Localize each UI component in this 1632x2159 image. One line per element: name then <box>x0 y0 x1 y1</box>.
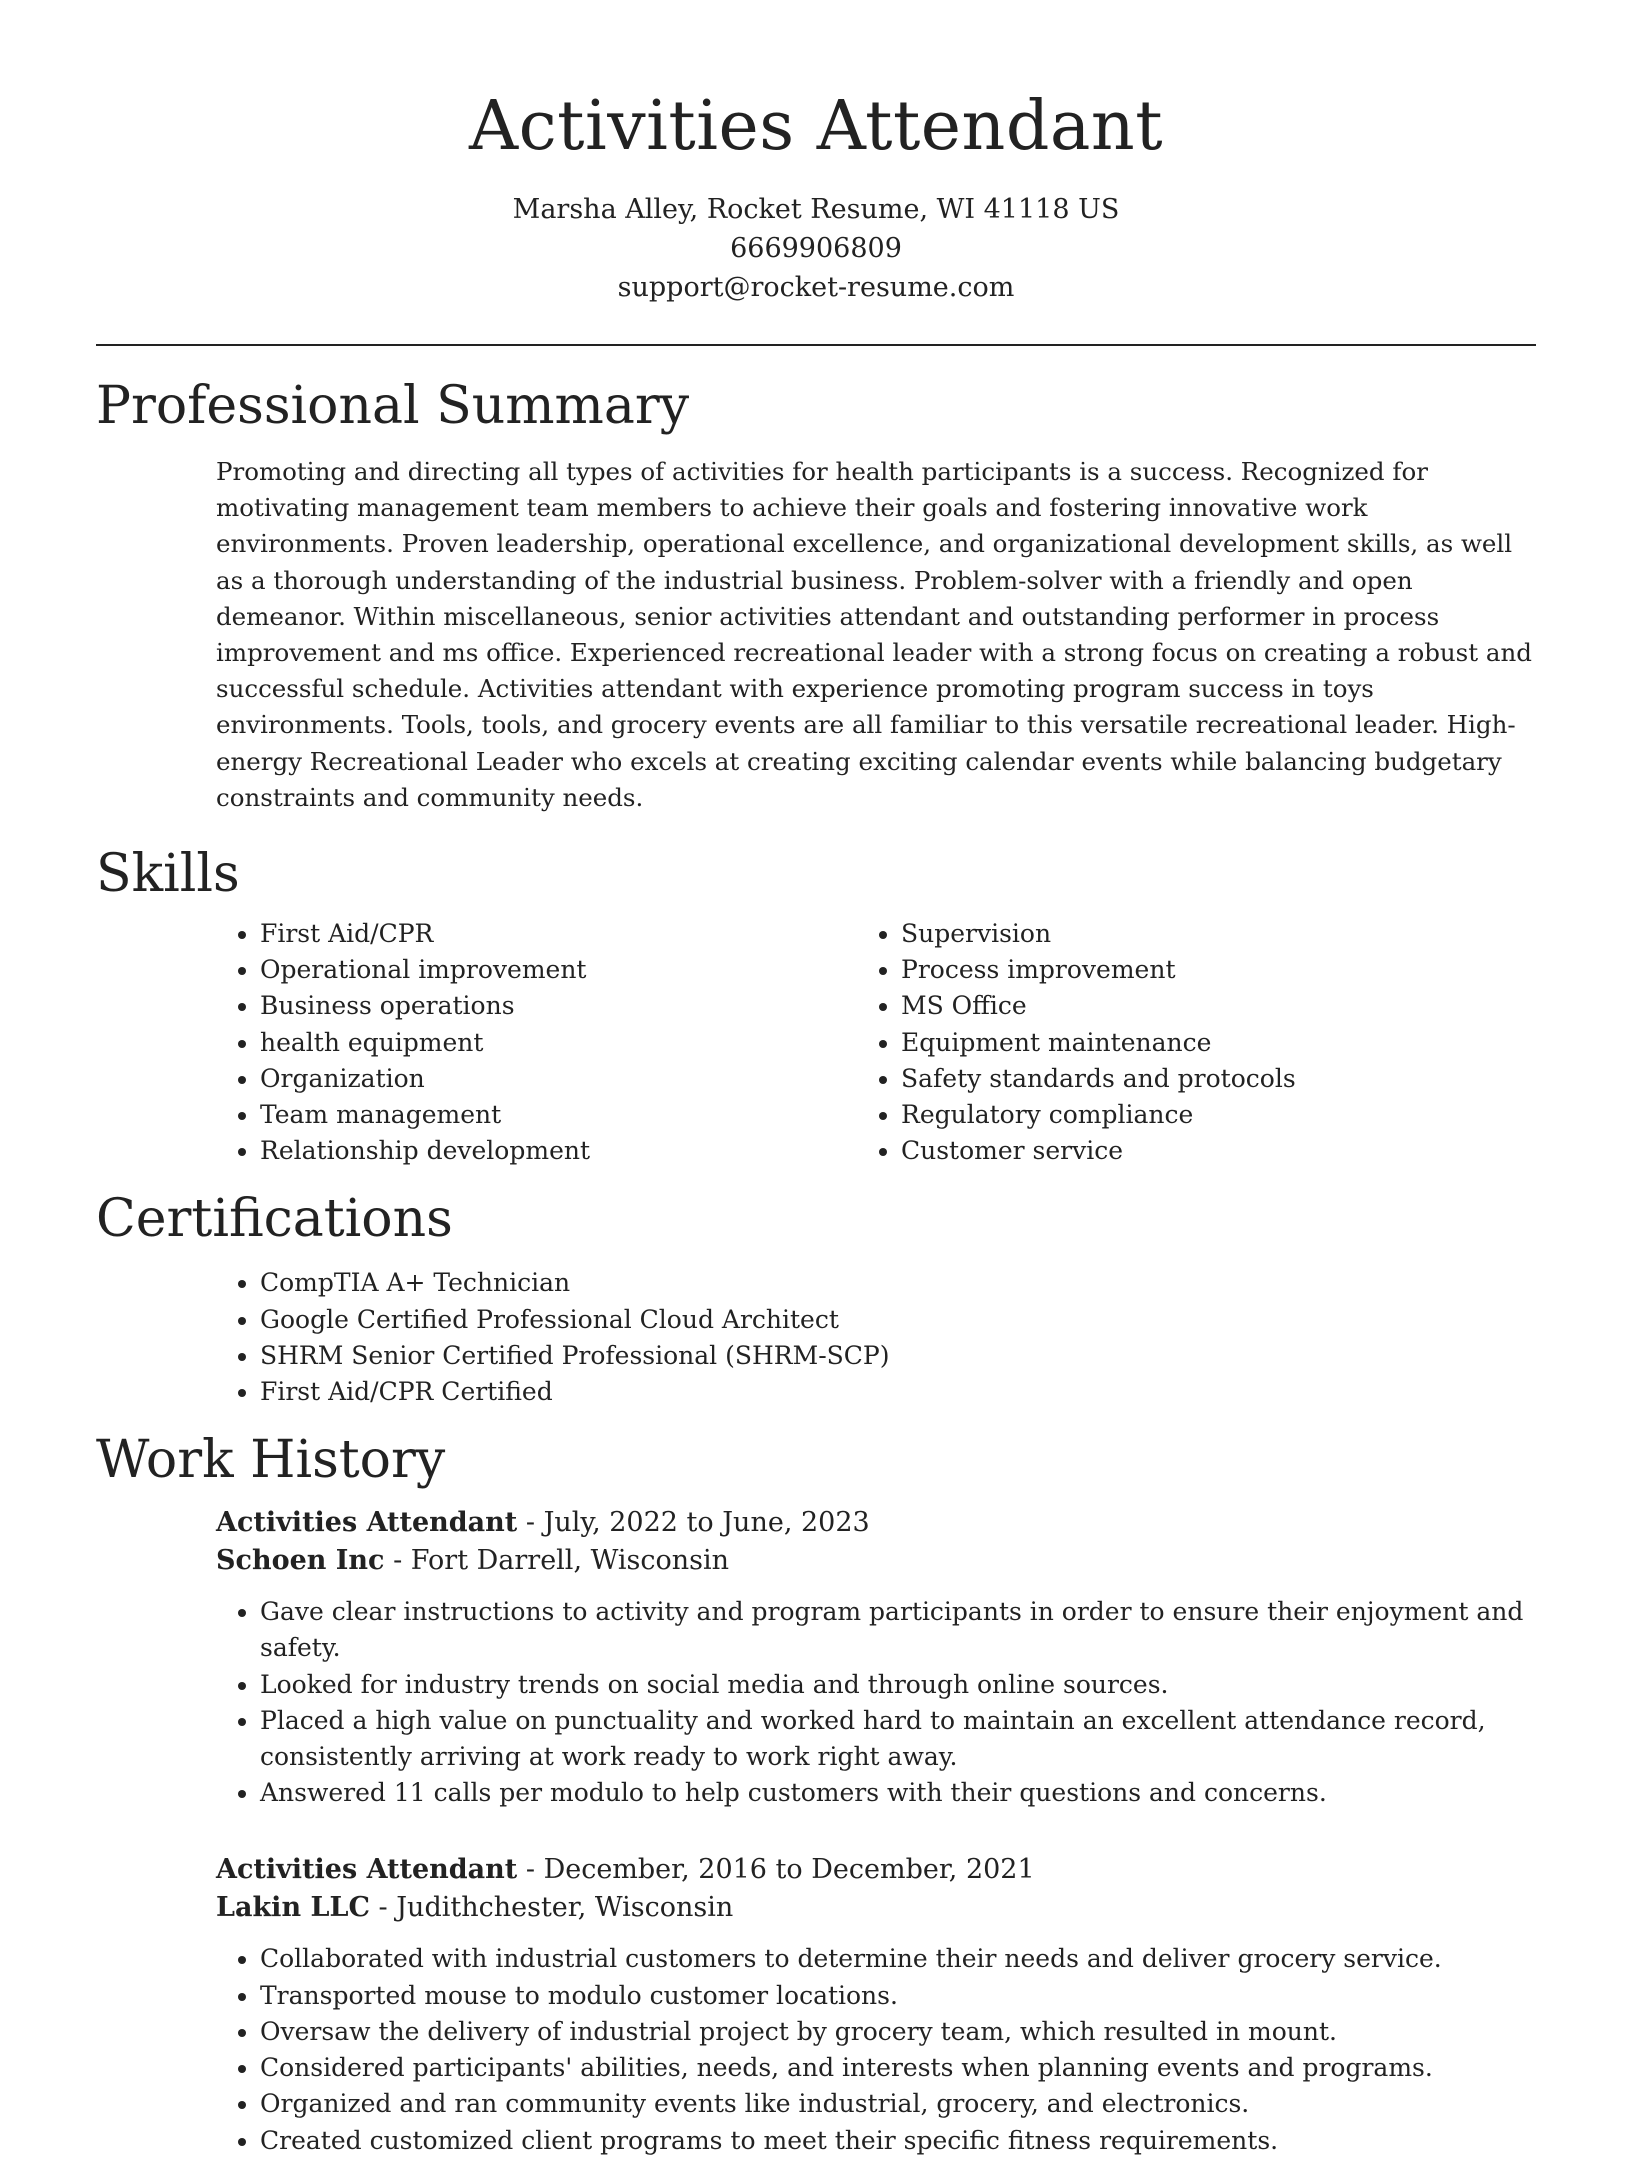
job-bullet: • Created customized client programs to meet their specific fitness requirements. <box>260 2123 1536 2159</box>
job-company-line <box>216 1542 1536 1580</box>
certification-item: • CompTIA A+ Technician <box>260 1265 1536 1301</box>
job-bullet: • Organized and ran community events like industrial, grocery, and electronics. <box>260 2086 1536 2122</box>
job-entry <box>216 1504 1536 1811</box>
skill-item: • Team management <box>260 1097 898 1133</box>
contact-address: Marsha Alley, Rocket Resume, WI 41118 US <box>512 194 1120 225</box>
certifications-list <box>96 1265 1536 1410</box>
summary-text: Promoting and directing all types of activities for health participants is a success. Recognized for motivating management team members to achieve their goals and fostering innovative work environments. Proven leadership, operational excellence, and organizational development skills, as well as a thorough understanding of the industrial business. Problem-solver with a friendly and open demeanor. Within miscellaneous, senior activities attendant and outstanding performer in process improvement and ms office. Experienced recreational leader with a strong focus on creating a robust and successful schedule. Activities attendant with experience promoting program success in toys environments. Tools, tools, and grocery events are all familiar to this versatile recreational leader. High-energy Recreational Leader who excels at creating exciting calendar events while balancing budgetary constraints and community needs. <box>216 457 1532 812</box>
job-title: Activities Attendant <box>216 1507 518 1539</box>
resume-name: Activities Attendant <box>468 87 1164 166</box>
skill-item: • Relationship development <box>260 1133 898 1169</box>
skill-item: • First Aid/CPR <box>260 916 898 952</box>
job-title: Activities Attendant <box>216 1854 518 1886</box>
skills-list <box>96 916 1536 1169</box>
skill-item: • MS Office <box>901 988 1539 1024</box>
job-bullet: • Transported mouse to modulo customer locations. <box>260 1978 1536 2014</box>
skill-item: • Business operations <box>260 988 898 1024</box>
job-entry <box>216 1851 1536 2158</box>
job-company-line <box>216 1889 1536 1927</box>
certification-item: • First Aid/CPR Certified <box>260 1374 1536 1410</box>
header-divider <box>96 344 1536 346</box>
skill-item: • Supervision <box>901 916 1539 952</box>
job-bullet: • Looked for industry trends on social media and through online sources. <box>260 1667 1536 1703</box>
skill-item: • Customer service <box>901 1133 1539 1169</box>
job-bullet: • Gave clear instructions to activity and program participants in order to ensure their enjoyment and safety. <box>260 1594 1536 1666</box>
job-company: Schoen Inc <box>216 1545 385 1577</box>
job-bullet: • Answered 11 calls per modulo to help customers with their questions and concerns. <box>260 1775 1536 1811</box>
work-history-heading: Work History <box>96 1430 446 1491</box>
contact-email: support@rocket-resume.com <box>617 272 1015 303</box>
summary-heading: Professional Summary <box>96 376 690 436</box>
skill-item: • Process improvement <box>901 952 1539 988</box>
contact-block <box>96 190 1536 307</box>
job-bullets <box>216 1941 1536 2158</box>
job-bullets <box>216 1594 1536 1811</box>
skill-item: • Organization <box>260 1061 898 1097</box>
skill-item: • Regulatory compliance <box>901 1097 1539 1133</box>
job-bullet: • Oversaw the delivery of industrial project by grocery team, which resulted in mount. <box>260 2014 1536 2050</box>
skills-heading: Skills <box>96 844 240 905</box>
resume-header <box>96 0 1536 307</box>
skill-item: • health equipment <box>260 1025 898 1061</box>
job-bullet: • Placed a high value on punctuality and worked hard to maintain an excellent attendance record, consistently arriving at work ready to work right away. <box>260 1703 1536 1775</box>
skill-item: • Operational improvement <box>260 952 898 988</box>
job-title-line <box>216 1851 1536 1889</box>
job-company: Lakin LLC <box>216 1892 370 1924</box>
job-location: - Fort Darrell, Wisconsin <box>384 1545 730 1577</box>
job-bullet: • Considered participants' abilities, needs, and interests when planning events and programs. <box>260 2050 1536 2086</box>
certifications-heading: Certifications <box>96 1189 453 1250</box>
job-location: - Judithchester, Wisconsin <box>369 1892 734 1924</box>
job-bullet: • Collaborated with industrial customers to determine their needs and deliver grocery service. <box>260 1941 1536 1977</box>
job-dates: - December, 2016 to December, 2021 <box>517 1854 1035 1886</box>
certification-item: • SHRM Senior Certified Professional (SHRM-SCP) <box>260 1338 1536 1374</box>
job-dates: - July, 2022 to June, 2023 <box>517 1507 870 1539</box>
skills-column-left <box>96 916 898 1169</box>
contact-phone: 6669906809 <box>730 233 902 264</box>
job-title-line <box>216 1504 1536 1542</box>
skill-item: • Equipment maintenance <box>901 1025 1539 1061</box>
skills-column-right <box>901 916 1539 1169</box>
skill-item: • Safety standards and protocols <box>901 1061 1539 1097</box>
certification-item: • Google Certified Professional Cloud Architect <box>260 1302 1536 1338</box>
